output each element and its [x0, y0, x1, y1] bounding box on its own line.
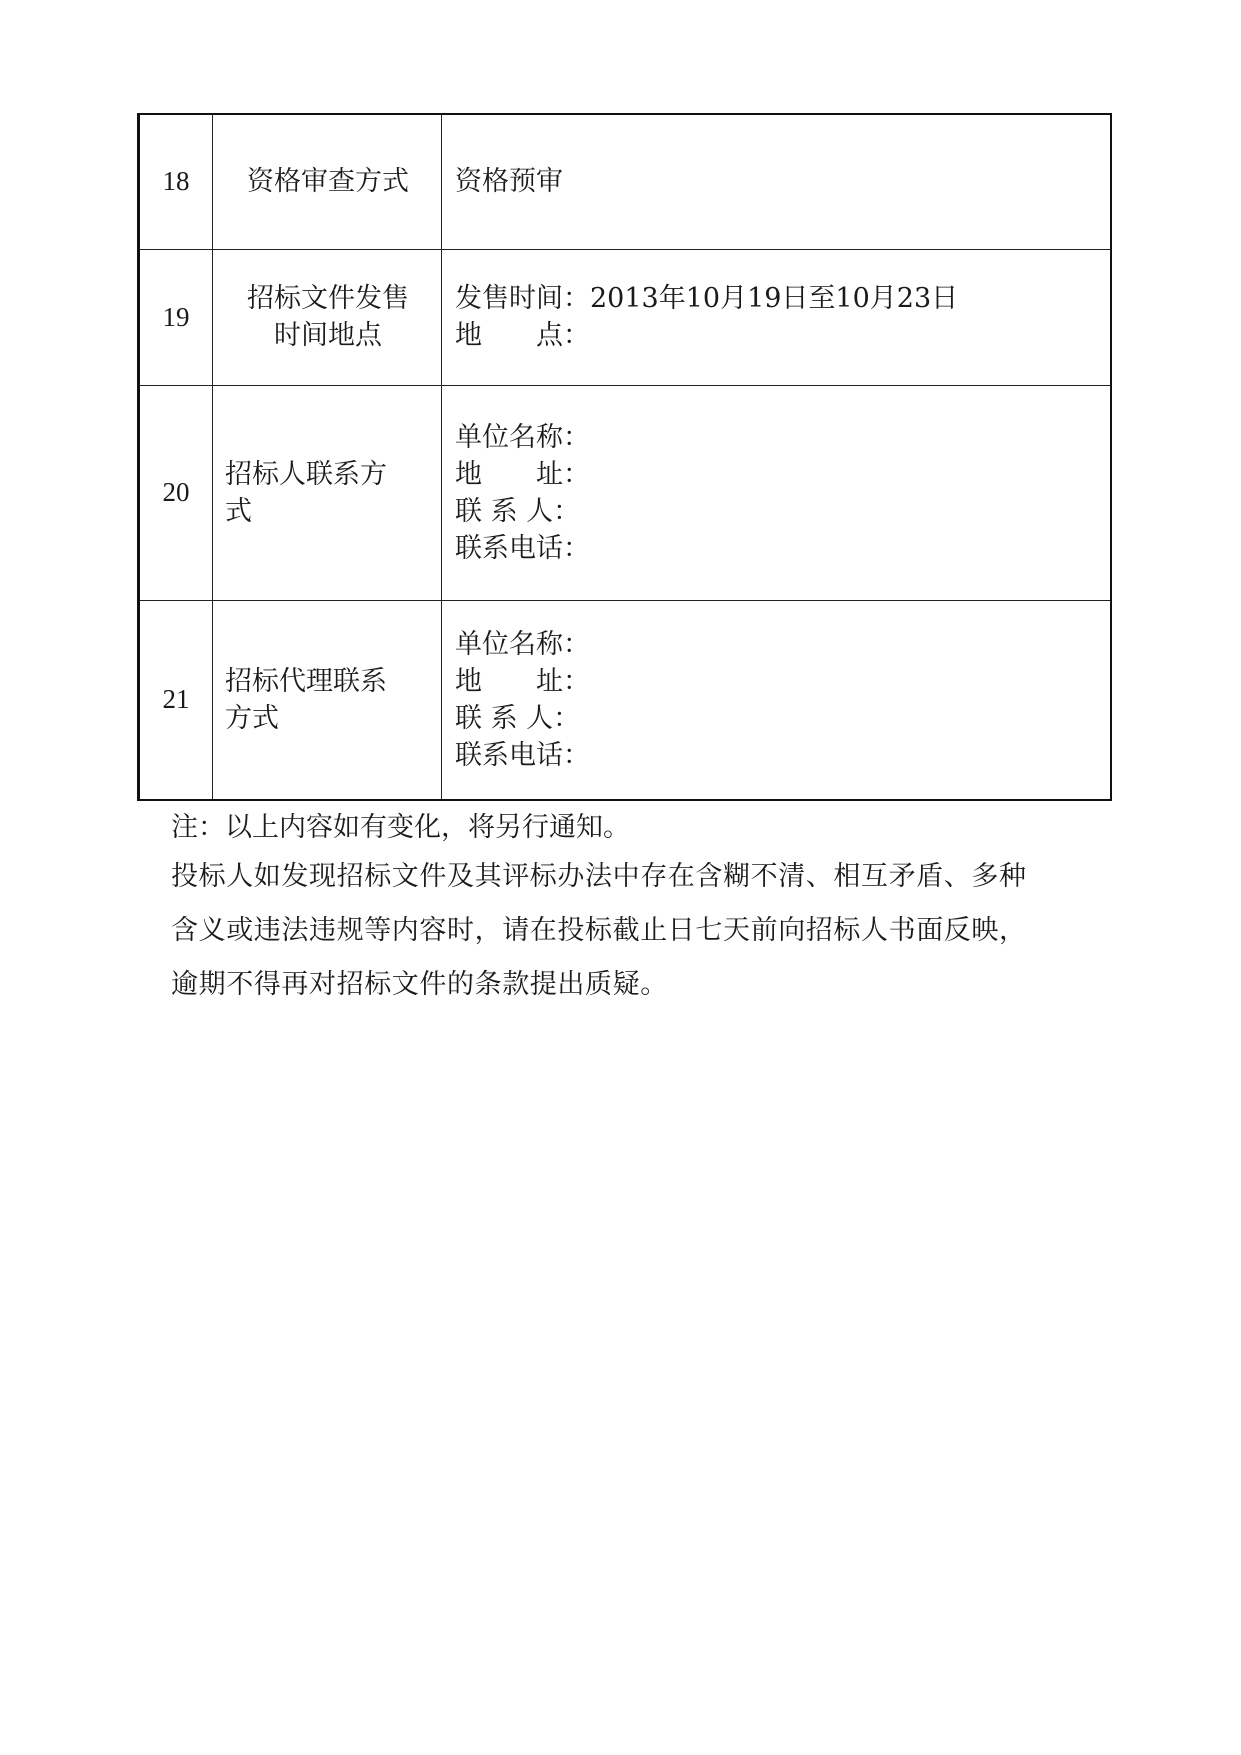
table-row — [139, 249, 1112, 385]
unit-name-line: 单位名称： — [455, 421, 590, 453]
row-item — [213, 600, 442, 800]
row-item — [213, 249, 442, 385]
contact-person-line: 联 系 人： — [455, 702, 581, 734]
phone-line: 联系电话： — [455, 739, 590, 771]
row-item-line: 招标代理联系 — [225, 665, 387, 697]
row-content-line: 资格预审 — [455, 166, 563, 198]
row-item-line: 资格审查方式 — [247, 166, 409, 198]
row-item-line: 式 — [225, 495, 252, 527]
sale-time-line: 发售时间：2013年10月19日至10月23日 — [455, 283, 959, 314]
row-content — [442, 249, 1112, 385]
row-content — [442, 114, 1112, 249]
row-number: 20 — [139, 385, 213, 600]
row-item-line: 招标人联系方 — [225, 458, 387, 490]
address-line: 地 址： — [455, 458, 590, 490]
phone-line: 联系电话： — [455, 532, 590, 564]
objection-paragraph-line: 含义或违法违规等内容时，请在投标截止日七天前向招标人书面反映， — [171, 915, 1027, 946]
table-row — [139, 385, 1112, 600]
row-content — [442, 385, 1112, 600]
address-line: 地 址： — [455, 665, 590, 697]
table-row — [139, 600, 1112, 800]
row-item-line: 招标文件发售 — [247, 283, 409, 314]
contact-person-line: 联 系 人： — [455, 495, 581, 527]
row-number: 21 — [139, 600, 213, 800]
row-item — [213, 385, 442, 600]
tender-info-table — [137, 113, 1112, 801]
table-row — [139, 114, 1112, 249]
notes-section — [171, 806, 1091, 1012]
row-number: 18 — [139, 114, 213, 249]
row-item-line: 方式 — [225, 702, 279, 734]
change-notice: 注：以上内容如有变化，将另行通知。 — [171, 812, 630, 843]
row-item-line: 时间地点 — [274, 320, 382, 351]
objection-paragraph-line: 投标人如发现招标文件及其评标办法中存在含糊不清、相互矛盾、多种 — [171, 861, 1027, 892]
unit-name-line: 单位名称： — [455, 628, 590, 660]
row-content — [442, 600, 1112, 800]
objection-paragraph-line: 逾期不得再对招标文件的条款提出质疑。 — [171, 969, 668, 1000]
row-number: 19 — [139, 249, 213, 385]
row-item — [213, 114, 442, 249]
sale-place-line: 地 点： — [455, 320, 590, 351]
